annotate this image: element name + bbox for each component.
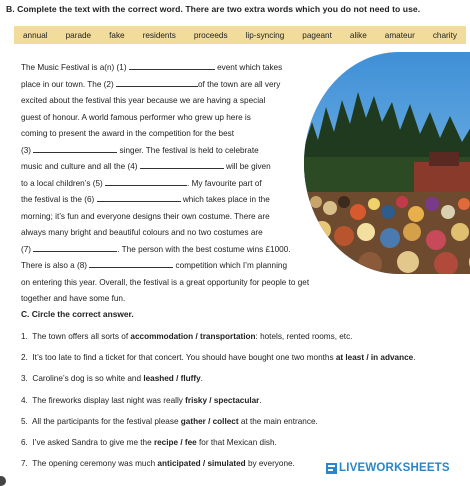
word-bank-item: parade bbox=[65, 30, 92, 40]
question-text: The fireworks display last night was really bbox=[32, 395, 186, 405]
question-list bbox=[21, 330, 461, 478]
question-item bbox=[21, 394, 461, 415]
passage-text: together and have some fun. bbox=[21, 294, 126, 303]
passage-text: competition which I’m planning bbox=[173, 261, 288, 270]
passage-text: coming to present the award in the competition for the best bbox=[21, 129, 234, 138]
passage-text: event which takes bbox=[214, 63, 283, 72]
answer-choice[interactable]: frisky / spectacular bbox=[185, 395, 260, 405]
answer-choice[interactable]: recipe / fee bbox=[153, 437, 197, 447]
passage-text: which takes place in the bbox=[180, 195, 270, 204]
gap-2-blank[interactable] bbox=[116, 77, 198, 87]
question-text: It’s too late to find a ticket for that concert. You should have bought one two months bbox=[32, 353, 336, 363]
question-number: 5. bbox=[21, 416, 28, 426]
section-c-instruction: C. Circle the correct answer. bbox=[21, 309, 134, 319]
question-text: All the participants for the festival please bbox=[31, 416, 181, 426]
question-text: The opening ceremony was much bbox=[32, 459, 158, 469]
question-text: . bbox=[413, 353, 416, 363]
answer-choice[interactable]: gather / collect bbox=[180, 416, 239, 426]
watermark-text: LIVEWORKSHEETS bbox=[339, 462, 450, 474]
liveworksheets-logo-icon bbox=[326, 463, 337, 474]
passage-text: music and culture and all the (4) bbox=[21, 162, 140, 171]
word-bank-item: annual bbox=[23, 30, 48, 40]
question-number: 2. bbox=[21, 353, 28, 363]
word-bank-item: fake bbox=[109, 30, 125, 40]
question-number: 3. bbox=[21, 374, 28, 384]
question-text: by everyone. bbox=[245, 459, 295, 469]
answer-choice[interactable]: at least / in advance bbox=[335, 353, 414, 363]
question-text: at the main entrance. bbox=[238, 416, 318, 426]
question-item bbox=[21, 372, 461, 393]
passage-text: the festival is the (6) bbox=[21, 195, 97, 204]
passage-text: to a local children’s (5) bbox=[21, 178, 106, 188]
question-text: . bbox=[200, 374, 203, 384]
question-item bbox=[21, 330, 461, 351]
gap-1-blank[interactable] bbox=[129, 60, 215, 70]
question-number: 4. bbox=[21, 395, 28, 405]
question-item bbox=[21, 351, 461, 372]
question-text: Caroline’s dog is so white and bbox=[32, 374, 144, 384]
question-item bbox=[21, 415, 461, 436]
passage-text: (7) bbox=[21, 244, 34, 254]
word-bank-item: lip-syncing bbox=[245, 30, 285, 40]
word-bank-item: amateur bbox=[384, 30, 415, 40]
answer-choice[interactable]: leashed / fluffy bbox=[143, 374, 201, 384]
gap-8-blank[interactable] bbox=[89, 258, 173, 268]
question-number: 7. bbox=[21, 459, 28, 469]
passage-text: singer. The festival is held to celebrate bbox=[117, 145, 259, 155]
passage-text: . The person with the best costume wins £1000. bbox=[117, 244, 291, 254]
passage-text: (3) bbox=[21, 145, 34, 155]
gap-6-blank[interactable] bbox=[97, 192, 181, 202]
passage-text: The Music Festival is a(n) (1) bbox=[21, 63, 129, 72]
passage-text: morning; it’s fun and everyone designs their own costume. There are bbox=[21, 211, 270, 221]
liveworksheets-watermark bbox=[326, 462, 450, 474]
gap-5-blank[interactable] bbox=[105, 176, 187, 186]
passage-text: . My favourite part of bbox=[187, 178, 262, 188]
festival-crowd-photo bbox=[304, 52, 470, 274]
question-item bbox=[21, 436, 461, 457]
question-text: . bbox=[259, 395, 262, 405]
question-text: I’ve asked Sandra to give me the bbox=[32, 437, 154, 447]
question-number: 1. bbox=[21, 332, 28, 341]
question-text: for that Mexican dish. bbox=[196, 437, 277, 447]
passage-text: guest of honour. A world famous performer who grew up here is bbox=[21, 112, 251, 122]
word-bank bbox=[14, 26, 466, 44]
question-text: The town offers all sorts of bbox=[32, 332, 131, 341]
gap-4-blank[interactable] bbox=[140, 159, 224, 169]
passage-text: There is also a (8) bbox=[21, 261, 90, 270]
question-text: : hotels, rented rooms, etc. bbox=[255, 332, 353, 341]
passage-text: will be given bbox=[223, 162, 271, 171]
word-bank-item: proceeds bbox=[193, 30, 228, 40]
word-bank-item: residents bbox=[142, 30, 176, 40]
passage-text: excited about the festival this year because we are having a special bbox=[21, 96, 266, 105]
gap-3-blank[interactable] bbox=[33, 143, 117, 153]
festival-passage bbox=[21, 60, 321, 308]
word-bank-item: charity bbox=[432, 30, 457, 40]
passage-text: always many bright and beautiful colours and no two costumes are bbox=[21, 228, 263, 237]
passage-text: on entering this year. Overall, the festival is a great opportunity for people to get bbox=[21, 277, 310, 287]
word-bank-item: alike bbox=[349, 30, 367, 40]
answer-choice[interactable]: anticipated / simulated bbox=[157, 459, 246, 469]
passage-text: place in our town. The (2) bbox=[21, 79, 116, 89]
corner-dot bbox=[0, 476, 6, 486]
word-bank-item: pageant bbox=[302, 30, 332, 40]
question-number: 6. bbox=[21, 437, 28, 447]
gap-7-blank[interactable] bbox=[33, 242, 117, 252]
passage-text: of the town are all very bbox=[197, 79, 281, 89]
section-b-instruction: B. Complete the text with the correct word. There are two extra words which you do not need to use. bbox=[6, 4, 421, 14]
answer-choice[interactable]: accommodation / transportation bbox=[130, 332, 256, 341]
